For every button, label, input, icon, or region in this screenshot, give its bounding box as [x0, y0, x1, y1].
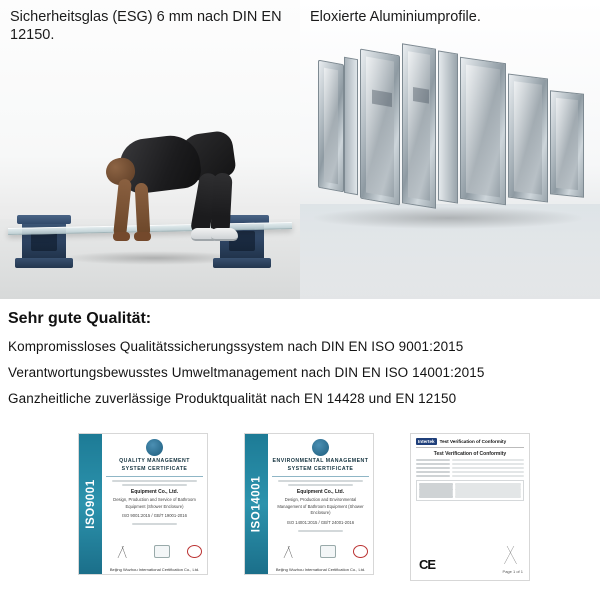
report-row [419, 495, 521, 497]
report-field-rows [416, 459, 524, 477]
field-value [452, 475, 524, 477]
certificate-iso9001 [78, 433, 208, 575]
ce-mark-icon: CE [419, 557, 436, 572]
field-value [452, 467, 524, 469]
field-label [416, 467, 450, 469]
text-line [122, 484, 187, 486]
certificate-company: Equipment Co., Ltd. [296, 488, 345, 495]
text-line [298, 530, 343, 532]
field-value [452, 463, 524, 465]
profile-inner-channel [366, 57, 394, 198]
intertek-logo: Intertek [418, 439, 435, 444]
text-line [112, 480, 197, 482]
certificate-standard: ISO 9001:2015 / GB/T 19001-2016 [122, 513, 187, 519]
athlete-hand-left [113, 232, 130, 241]
signature-icon [107, 546, 137, 558]
profile-inner-channel [466, 65, 500, 198]
aluminium-profile [508, 74, 548, 203]
certificate-scope: Design, Production and Environmental Management of Bathroom Equipment (Shower Enclosure) [277, 496, 364, 516]
aluminium-profile [438, 50, 458, 203]
seal-icon [312, 439, 329, 456]
report-title: Test Verification of Conformity [433, 451, 507, 457]
signature-icon [273, 546, 303, 558]
text-line [132, 523, 177, 525]
caption-aluminium-profiles: Eloxierte Aluminiumprofile. [310, 9, 481, 25]
signature-row [273, 545, 368, 558]
text-line [288, 484, 353, 486]
accreditation-logo-icon [154, 545, 170, 558]
accreditation-seal-icon [187, 545, 202, 558]
certificate-spine [245, 434, 268, 574]
aluminium-profile [344, 57, 358, 195]
report-header [416, 438, 524, 448]
profile-notch [413, 87, 430, 104]
field-label [416, 459, 450, 461]
profiles-shadow [314, 207, 582, 229]
field-value [455, 495, 521, 497]
certificate-spine-label: ISO9001 [84, 479, 97, 529]
certificate-footer: Beijing Wuzhou International Certification Co., Ltd. [109, 567, 200, 572]
accreditation-logo-icon [320, 545, 336, 558]
athlete-arm-right [135, 183, 151, 238]
report-row [416, 475, 524, 477]
athlete-arm-left [113, 178, 132, 237]
report-page-label: Page 1 of 1 [502, 569, 523, 574]
quality-bullet-2: Verantwortungsbewusstes Umweltmanagement nach DIN EN ISO 14001:2015 [8, 365, 485, 380]
athlete-hand-right [134, 232, 151, 241]
certificate-body [268, 434, 373, 574]
safety-glass-photo [0, 0, 300, 299]
certificate-standard: ISO 14001:2015 / GB/T 24001-2016 [286, 520, 355, 526]
profile-inner-channel [514, 81, 542, 194]
aluminium-profile [550, 90, 584, 198]
quality-heading: Sehr gute Qualität: [8, 310, 152, 327]
certificate-spine [79, 434, 102, 574]
field-label [416, 463, 450, 465]
profile-inner-channel [324, 68, 338, 184]
aluminium-profile [402, 43, 436, 208]
report-header-title: Test Verification of Conformity [439, 439, 507, 444]
seal-icon [146, 439, 163, 456]
athlete-leg-right [210, 173, 232, 236]
report-row [416, 459, 524, 461]
certificate-title: ENVIRONMENTAL MANAGEMENT SYSTEM CERTIFICATE [272, 458, 369, 477]
certificate-spine-label: ISO14001 [250, 475, 263, 533]
certificate-title: QUALITY MANAGEMENT SYSTEM CERTIFICATE [106, 458, 203, 477]
profile-inner-channel [556, 98, 578, 190]
field-label [419, 495, 453, 497]
accreditation-seal-icon [353, 545, 368, 558]
certificate-company: Equipment Co., Ltd. [130, 488, 179, 495]
certificate-test-verification [410, 433, 530, 581]
report-row [416, 471, 524, 473]
report-signature-icon [498, 546, 522, 564]
certificate-iso14001 [244, 433, 374, 575]
text-line [278, 480, 363, 482]
aluminium-profile [360, 48, 400, 205]
photo-panel-safety-glass [0, 0, 300, 299]
certificate-scope: Design, Production and Service of Bathroom Equipment (Shower Enclosure) [113, 496, 196, 509]
report-detail-block [416, 480, 524, 500]
photo-panel-aluminium-profiles [300, 0, 600, 299]
aluminium-profile [318, 60, 344, 193]
caption-safety-glass: Sicherheitsglas (ESG) 6 mm nach DIN EN 12150. [10, 9, 282, 44]
field-label [416, 471, 450, 473]
field-label [416, 475, 450, 477]
quality-bullet-3: Ganzheitliche zuverlässige Produktqualität nach EN 14428 und EN 12150 [8, 391, 457, 406]
field-value [452, 471, 524, 473]
certificate-body [102, 434, 207, 574]
quality-text-block [0, 303, 600, 406]
athlete-shoe-right [211, 228, 238, 241]
certificate-footer: Beijing Wuzhou International Certification Co., Ltd. [275, 567, 366, 572]
report-row [416, 467, 524, 469]
signature-row [107, 545, 202, 558]
aluminium-profile [460, 57, 506, 205]
aluminium-profiles-photo [300, 0, 600, 299]
certificates-row [0, 433, 600, 591]
quality-bullet-1: Kompromissloses Qualitätssicherungssystem nach DIN EN ISO 9001:2015 [8, 339, 464, 354]
profile-inner-channel [408, 51, 430, 200]
athlete-figure [96, 87, 236, 237]
field-value [452, 459, 524, 461]
report-row [416, 463, 524, 465]
